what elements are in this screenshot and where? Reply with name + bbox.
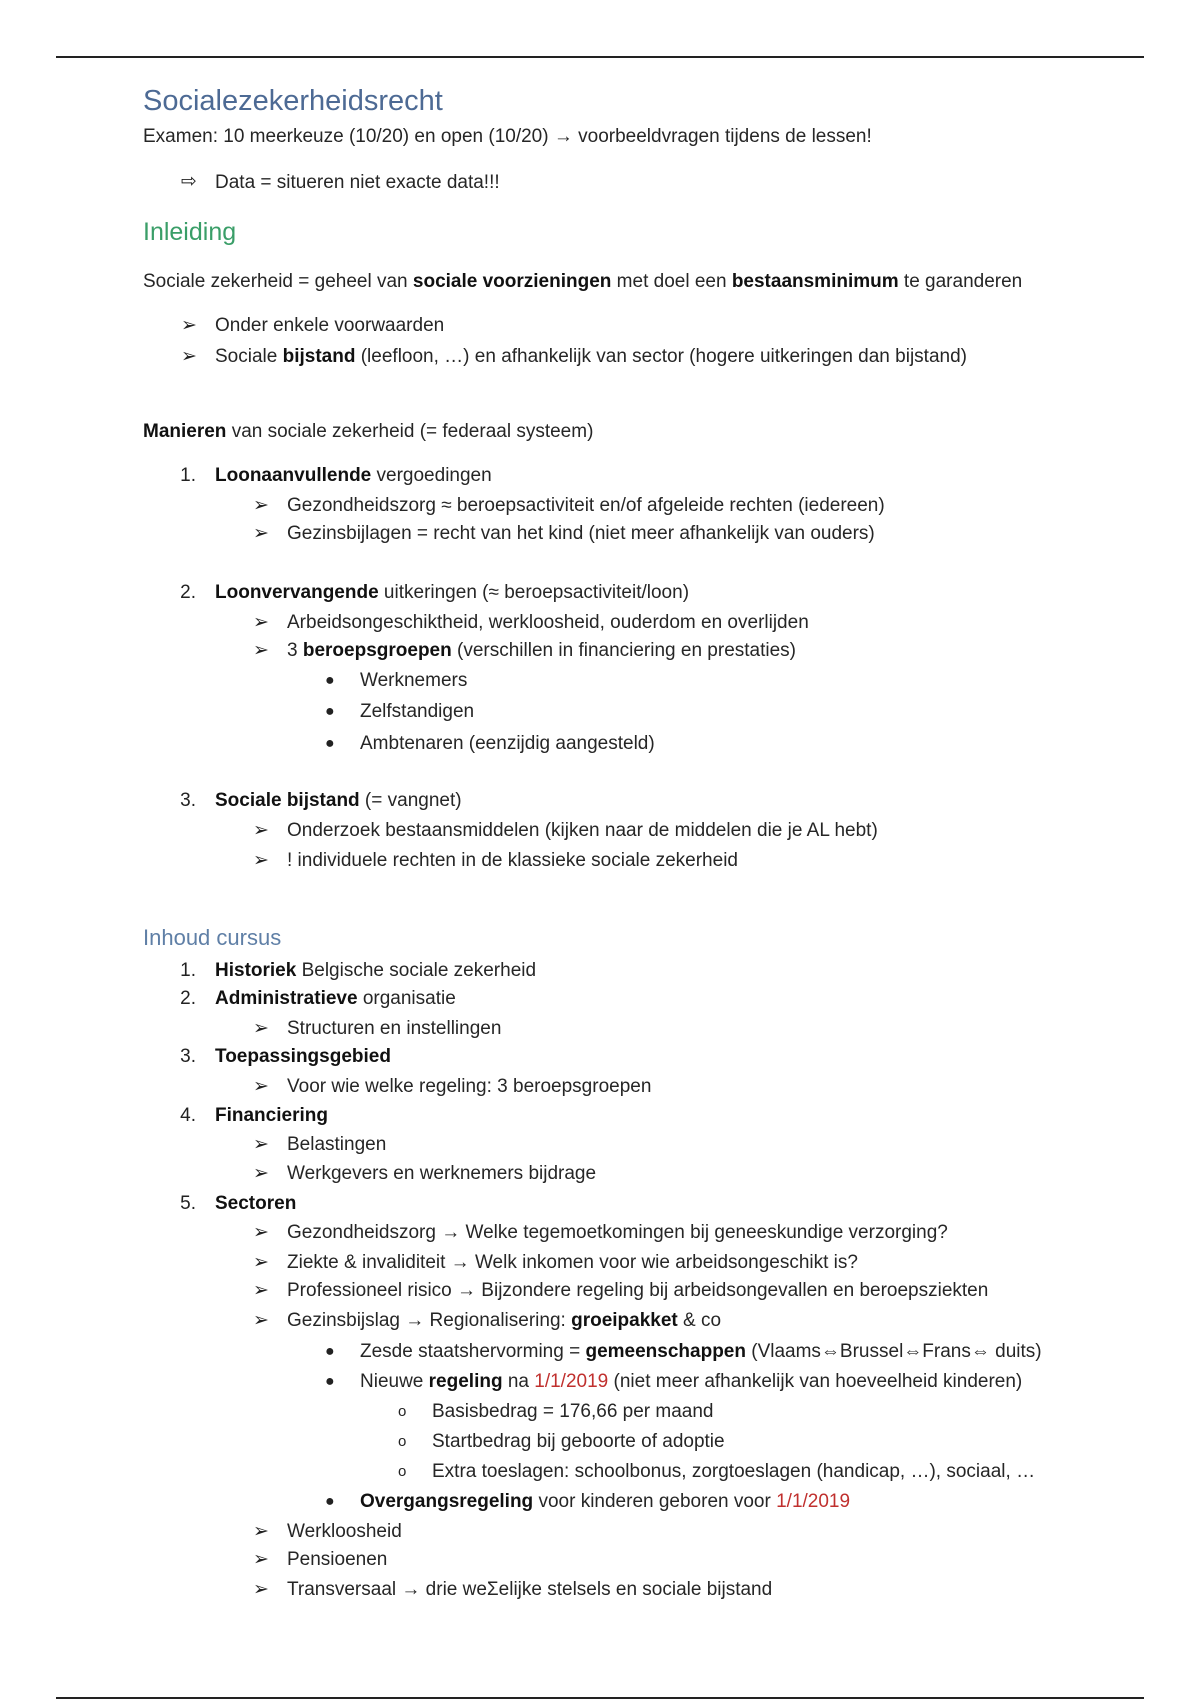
bold-bijstand: bijstand — [282, 346, 356, 367]
bold-beroepsgroepen: beroepsgroepen — [302, 640, 452, 661]
course-item-1 — [215, 959, 536, 983]
sector-gezondheidszorg: Gezondheidszorg → Welke tegemoetkomingen bij geneeskundige verzorging? — [287, 1222, 948, 1243]
gezinsbijslag-point-3 — [360, 1490, 850, 1514]
sector-professioneel-risico: Professioneel risico → Bijzondere regeling bij arbeidsongevallen en beroepsziekten — [287, 1280, 989, 1301]
text: Gezinsbijslag → Regionalisering: — [287, 1310, 572, 1331]
text: (niet meer afhankelijk van hoeveelheid kinderen) — [608, 1371, 1023, 1392]
bold-loonvervangende: Loonvervangende — [215, 582, 379, 603]
list-number: 5. — [180, 1193, 196, 1214]
def-text-c: met doel een — [611, 271, 732, 292]
arrow-bullet-icon: ➢ — [253, 1310, 269, 1331]
dot-bullet-icon: ● — [325, 1373, 335, 1390]
text: & co — [677, 1310, 722, 1331]
exam-note: Data = situeren niet exacte data!!! — [215, 172, 500, 193]
def-bold-voorzieningen: sociale voorzieningen — [412, 271, 612, 292]
group-zelfstandigen: Zelfstandigen — [360, 701, 475, 722]
arrow-bullet-icon: ➢ — [181, 346, 197, 367]
sector-pensioenen: Pensioenen — [287, 1549, 388, 1570]
course-item-2-sub-1: Structuren en instellingen — [287, 1018, 502, 1039]
dot-bullet-icon: ● — [325, 703, 335, 720]
arrow-bullet-icon: ➢ — [253, 1549, 269, 1570]
arrow-bullet-icon: ➢ — [253, 850, 269, 871]
manieren-item-2 — [215, 581, 689, 605]
course-item-3 — [215, 1045, 391, 1069]
circle-bullet-icon: o — [398, 1433, 407, 1450]
arrow-bullet-icon: ➢ — [253, 1163, 269, 1184]
def-text-a: Sociale zekerheid = geheel van — [143, 271, 413, 292]
date-highlight: 1/1/2019 — [534, 1371, 609, 1392]
text: uitkeringen (≈ beroepsactiviteit/loon) — [378, 582, 690, 603]
manieren-item-1 — [215, 464, 492, 488]
manieren-item-2-sub-2 — [287, 639, 796, 663]
list-number: 1. — [180, 465, 196, 486]
circle-bullet-icon: o — [398, 1403, 407, 1420]
text: Zesde staatshervorming = — [360, 1341, 586, 1362]
list-number: 2. — [180, 988, 196, 1009]
text: Sociale — [215, 346, 283, 367]
arrow-bullet-icon: ➢ — [253, 1280, 269, 1301]
list-number: 4. — [180, 1105, 196, 1126]
manieren-item-3-sub-1: Onderzoek bestaansmiddelen (kijken naar de middelen die je AL hebt) — [287, 820, 878, 841]
text: na — [502, 1371, 535, 1392]
regeling-startbedrag: Startbedrag bij geboorte of adoptie — [432, 1431, 725, 1452]
bold-gemeenschappen: gemeenschappen — [585, 1341, 746, 1362]
regeling-basisbedrag: Basisbedrag = 176,66 per maand — [432, 1401, 714, 1422]
course-item-3-sub-1: Voor wie welke regeling: 3 beroepsgroepen — [287, 1076, 652, 1097]
group-ambtenaren: Ambtenaren (eenzijdig aangesteld) — [360, 733, 655, 754]
bottom-rule — [56, 1697, 1144, 1699]
bold-overgangsregeling: Overgangsregeling — [360, 1491, 534, 1512]
text: (Vlaams⇔Brussel⇔Frans⇔ duits) — [745, 1341, 1042, 1362]
text: 3 — [287, 640, 303, 661]
bold-financiering: Financiering — [215, 1105, 328, 1126]
sector-werkloosheid: Werkloosheid — [287, 1521, 402, 1542]
bold-administratieve: Administratieve — [215, 988, 358, 1009]
manieren-item-3 — [215, 789, 462, 813]
arrow-bullet-icon: ➢ — [253, 640, 269, 661]
arrow-bullet-icon: ➢ — [253, 1252, 269, 1273]
list-number: 3. — [180, 790, 196, 811]
arrow-bullet-icon: ➢ — [253, 612, 269, 633]
sector-transversaal: Transversaal → drie weΣelijke stelsels en sociale bijstand — [287, 1579, 773, 1600]
text: van sociale zekerheid (= federaal systeem) — [226, 421, 594, 442]
text: organisatie — [357, 988, 456, 1009]
gezinsbijslag-point-2 — [360, 1370, 1022, 1394]
text: Belgische sociale zekerheid — [296, 960, 537, 981]
arrow-bullet-icon: ➢ — [253, 820, 269, 841]
course-item-4-sub-2: Werkgevers en werknemers bijdrage — [287, 1163, 597, 1184]
manieren-item-1-sub-1: Gezondheidszorg ≈ beroepsactiviteit en/of afgeleide rechten (iedereen) — [287, 495, 885, 516]
text: (= vangnet) — [359, 790, 462, 811]
intro-definition — [143, 270, 1022, 294]
text: Nieuwe — [360, 1371, 429, 1392]
note-arrow-icon: ⇨ — [181, 171, 197, 192]
arrow-bullet-icon: ➢ — [253, 1521, 269, 1542]
intro-bullet-1: Onder enkele voorwaarden — [215, 315, 445, 336]
bold-groeipakket: groeipakket — [571, 1310, 678, 1331]
dot-bullet-icon: ● — [325, 1493, 335, 1510]
def-bold-bestaansminimum: bestaansminimum — [731, 271, 899, 292]
manieren-item-2-sub-1: Arbeidsongeschiktheid, werkloosheid, ouderdom en overlijden — [287, 612, 809, 633]
arrow-bullet-icon: ➢ — [253, 523, 269, 544]
arrow-bullet-icon: ➢ — [253, 495, 269, 516]
course-item-4 — [215, 1104, 328, 1128]
list-number: 3. — [180, 1046, 196, 1067]
arrow-bullet-icon: ➢ — [253, 1076, 269, 1097]
bold-historiek: Historiek — [215, 960, 297, 981]
arrow-bullet-icon: ➢ — [253, 1222, 269, 1243]
document-title: Socialezekerheidsrecht — [143, 85, 443, 117]
course-item-5 — [215, 1192, 296, 1216]
list-number: 1. — [180, 960, 196, 981]
text: (verschillen in financiering en prestaties) — [451, 640, 797, 661]
bold-regeling: regeling — [428, 1371, 503, 1392]
course-item-4-sub-1: Belastingen — [287, 1134, 387, 1155]
exam-line: Examen: 10 meerkeuze (10/20) en open (10/20) → voorbeeldvragen tijdens de lessen! — [143, 126, 872, 147]
circle-bullet-icon: o — [398, 1463, 407, 1480]
regeling-extra-toeslagen: Extra toeslagen: schoolbonus, zorgtoeslagen (handicap, …), sociaal, … — [432, 1461, 1036, 1482]
manieren-heading — [143, 420, 593, 444]
list-number: 2. — [180, 582, 196, 603]
date-highlight: 1/1/2019 — [776, 1491, 851, 1512]
text: vergoedingen — [371, 465, 492, 486]
bold-manieren: Manieren — [143, 421, 227, 442]
heading-inleiding: Inleiding — [143, 218, 237, 246]
manieren-item-3-sub-2: ! individuele rechten in de klassieke sociale zekerheid — [287, 850, 738, 871]
dot-bullet-icon: ● — [325, 672, 335, 689]
intro-bullet-2 — [215, 345, 967, 369]
text: (leefloon, …) en afhankelijk van sector (hogere uitkeringen dan bijstand) — [355, 346, 967, 367]
arrow-bullet-icon: ➢ — [253, 1579, 269, 1600]
sector-ziekte-invaliditeit: Ziekte & invaliditeit → Welk inkomen voor wie arbeidsongeschikt is? — [287, 1252, 858, 1273]
arrow-bullet-icon: ➢ — [253, 1018, 269, 1039]
arrow-bullet-icon: ➢ — [253, 1134, 269, 1155]
bold-loonaanvullende: Loonaanvullende — [215, 465, 372, 486]
sector-gezinsbijslag — [287, 1309, 721, 1333]
gezinsbijslag-point-1 — [360, 1340, 1042, 1364]
manieren-item-1-sub-2: Gezinsbijlagen = recht van het kind (niet meer afhankelijk van ouders) — [287, 523, 875, 544]
arrow-bullet-icon: ➢ — [181, 315, 197, 336]
dot-bullet-icon: ● — [325, 1343, 335, 1360]
def-text-e: te garanderen — [898, 271, 1023, 292]
bold-sociale-bijstand: Sociale bijstand — [215, 790, 360, 811]
course-item-2 — [215, 987, 456, 1011]
bold-sectoren: Sectoren — [215, 1193, 297, 1214]
bold-toepassingsgebied: Toepassingsgebied — [215, 1046, 391, 1067]
group-werknemers: Werknemers — [360, 670, 468, 691]
dot-bullet-icon: ● — [325, 735, 335, 752]
heading-inhoud-cursus: Inhoud cursus — [143, 925, 282, 950]
text: voor kinderen geboren voor — [533, 1491, 777, 1512]
